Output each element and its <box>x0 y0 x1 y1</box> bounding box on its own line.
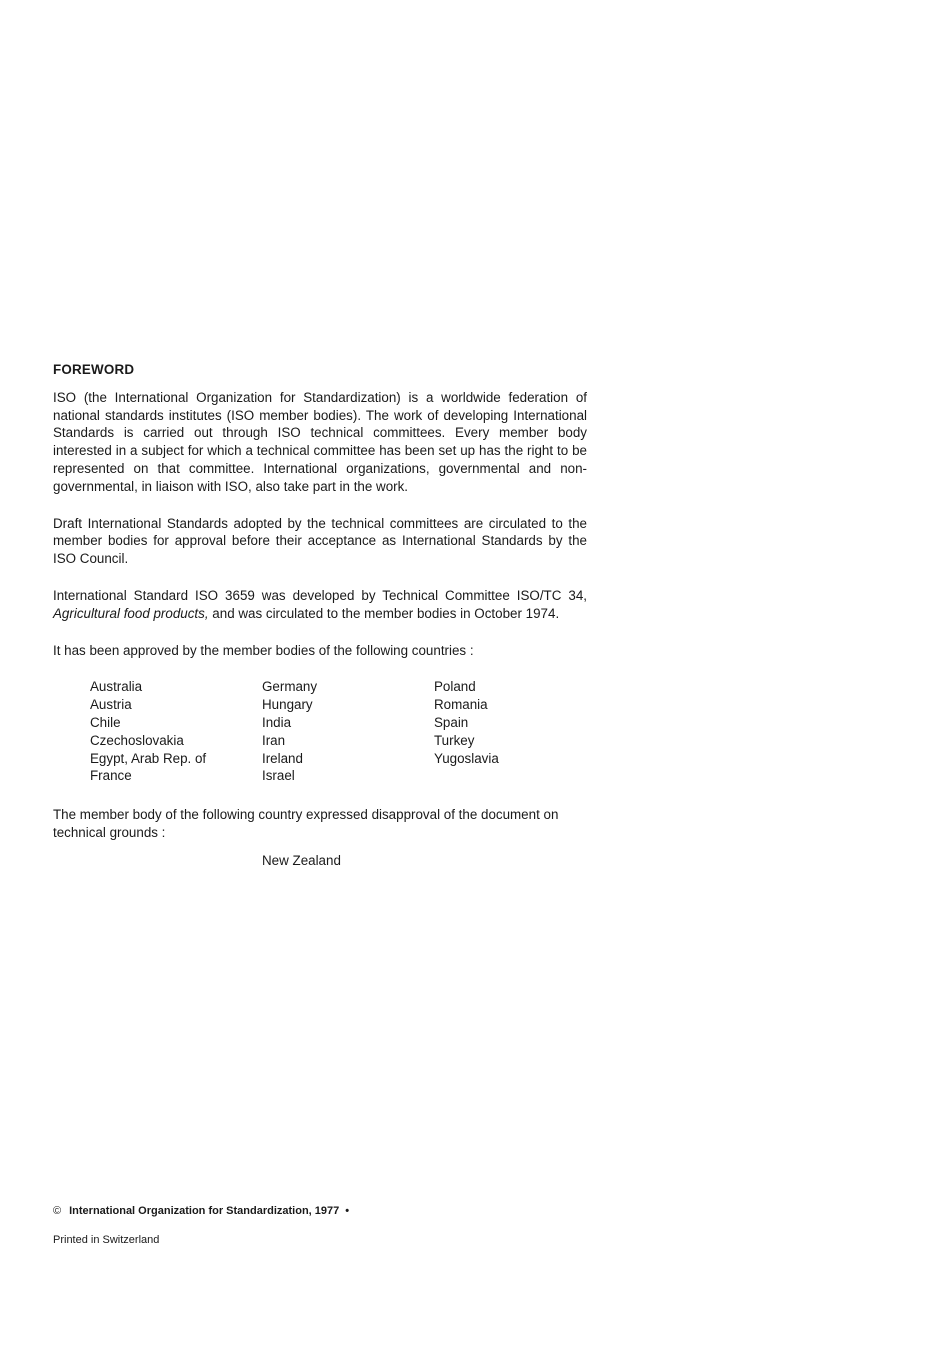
countries-column-2 <box>262 678 317 785</box>
foreword-heading: FOREWORD <box>53 362 135 377</box>
foreword-paragraph-1: ISO (the International Organization for Standardization) is a worldwide federation of national standards institutes (ISO member bodies). The work of developing International Standards is carried out through ISO technical committees. Every member body interested in a subject for which a technical committee has been set up has the right to be represented on that committee. International organizations, governmental and non-governmental, in liaison with ISO, also take part in the work. <box>53 389 587 494</box>
disapproving-country: New Zealand <box>262 852 341 868</box>
country-item: Yugoslavia <box>434 750 499 766</box>
countries-column-1 <box>90 678 206 785</box>
country-item: Iran <box>262 732 286 748</box>
bullet-icon: • <box>345 1205 350 1217</box>
country-item: India <box>262 714 292 730</box>
country-item: Czechoslovakia <box>90 732 184 748</box>
approving-countries <box>53 678 587 786</box>
country-item: Israel <box>262 768 295 784</box>
copyright-symbol: © <box>53 1205 62 1217</box>
country-item: Chile <box>90 714 121 730</box>
country-item: Spain <box>434 714 469 730</box>
para3-suffix: and was circulated to the member bodies in October 1974. <box>212 605 560 621</box>
countries-column-3 <box>434 678 499 767</box>
para3-prefix: International Standard ISO 3659 was developed by Technical Committee ISO/TC 34, <box>53 587 587 603</box>
country-item: France <box>90 768 132 784</box>
copyright-text: International Organization for Standardization, 1977 <box>69 1205 340 1217</box>
country-item: Germany <box>262 679 318 695</box>
printed-in-note: Printed in Switzerland <box>53 1234 160 1246</box>
disapproval-intro: The member body of the following country expressed disapproval of the document on technical grounds : <box>53 807 559 841</box>
country-item: Australia <box>90 679 143 695</box>
country-item: Egypt, Arab Rep. of <box>90 750 207 766</box>
country-item: Poland <box>434 679 476 695</box>
foreword-paragraph-3 <box>53 587 587 623</box>
foreword-section <box>53 361 587 870</box>
copyright-line <box>53 1205 349 1217</box>
country-item: Austria <box>90 697 132 713</box>
country-item: Romania <box>434 697 488 713</box>
foreword-paragraph-2: Draft International Standards adopted by the technical committees are circulated to the member bodies for approval before their acceptance as International Standards by the ISO Council. <box>53 515 587 567</box>
committee-title: Agricultural food products, <box>53 605 209 621</box>
country-item: Hungary <box>262 697 313 713</box>
country-item: Ireland <box>262 750 303 766</box>
country-item: Turkey <box>434 732 475 748</box>
approval-intro: It has been approved by the member bodies of the following countries : <box>53 642 474 658</box>
